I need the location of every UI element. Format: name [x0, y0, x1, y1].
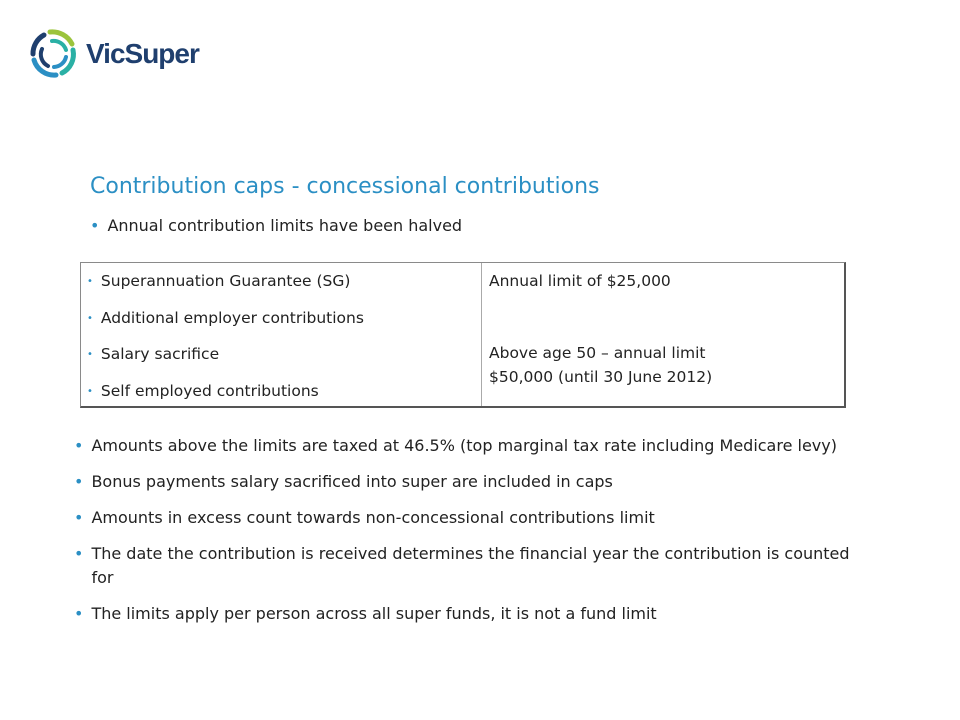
bullet-dot: • — [74, 604, 84, 623]
slide-title: Contribution caps - concessional contributions — [90, 174, 600, 199]
list-item-text: Superannuation Guarantee (SG) — [100, 272, 351, 290]
list-item — [87, 269, 364, 306]
bullet-dot: • — [87, 349, 93, 360]
list-item-text: Salary sacrifice — [100, 345, 220, 363]
bullet-dot: • — [87, 385, 93, 397]
list-item-text: Additional employer contributions — [100, 308, 364, 327]
brand-name: VicSuper — [86, 38, 199, 69]
bullet-dot: • — [74, 544, 84, 563]
subtitle-text: Annual contribution limits have been halved — [107, 216, 463, 235]
list-item-text: The date the contribution is received determines the financial year the contribution is counted for — [91, 544, 850, 587]
contribution-types-list — [87, 269, 364, 415]
bullet-dot: • — [87, 312, 93, 324]
bullet-dot: • — [74, 508, 84, 527]
vicsuper-logo — [26, 26, 206, 86]
bullet-dot: • — [74, 436, 84, 455]
bullet-dot: • — [90, 216, 100, 235]
list-item — [74, 542, 874, 590]
contribution-table — [80, 262, 846, 408]
list-item — [74, 506, 874, 530]
list-item — [87, 379, 364, 416]
table-divider — [481, 263, 482, 406]
over-50-line-1: Above age 50 – annual limit — [489, 344, 706, 362]
slide-subtitle — [90, 216, 462, 235]
list-item — [74, 470, 874, 494]
list-item — [87, 342, 364, 379]
annual-limit-note: Annual limit of $25,000 — [489, 272, 671, 290]
vicsuper-swirl-logo-icon — [26, 26, 82, 82]
list-item — [74, 602, 874, 626]
list-item-text: Amounts above the limits are taxed at 46.5% (top marginal tax rate including Medicare levy) — [91, 436, 837, 455]
over-50-limit-note — [489, 341, 712, 389]
list-item — [74, 434, 874, 458]
list-item — [87, 306, 364, 343]
over-50-line-2: $50,000 (until 30 June 2012) — [489, 368, 713, 386]
bullet-dot: • — [87, 276, 93, 287]
list-item-text: Amounts in excess count towards non-concessional contributions limit — [91, 508, 655, 527]
list-item-text: Self employed contributions — [100, 381, 319, 400]
bullet-dot: • — [74, 472, 84, 491]
bullet-list — [74, 434, 874, 638]
list-item-text: Bonus payments salary sacrificed into super are included in caps — [91, 472, 613, 491]
list-item-text: The limits apply per person across all super funds, it is not a fund limit — [91, 604, 657, 623]
